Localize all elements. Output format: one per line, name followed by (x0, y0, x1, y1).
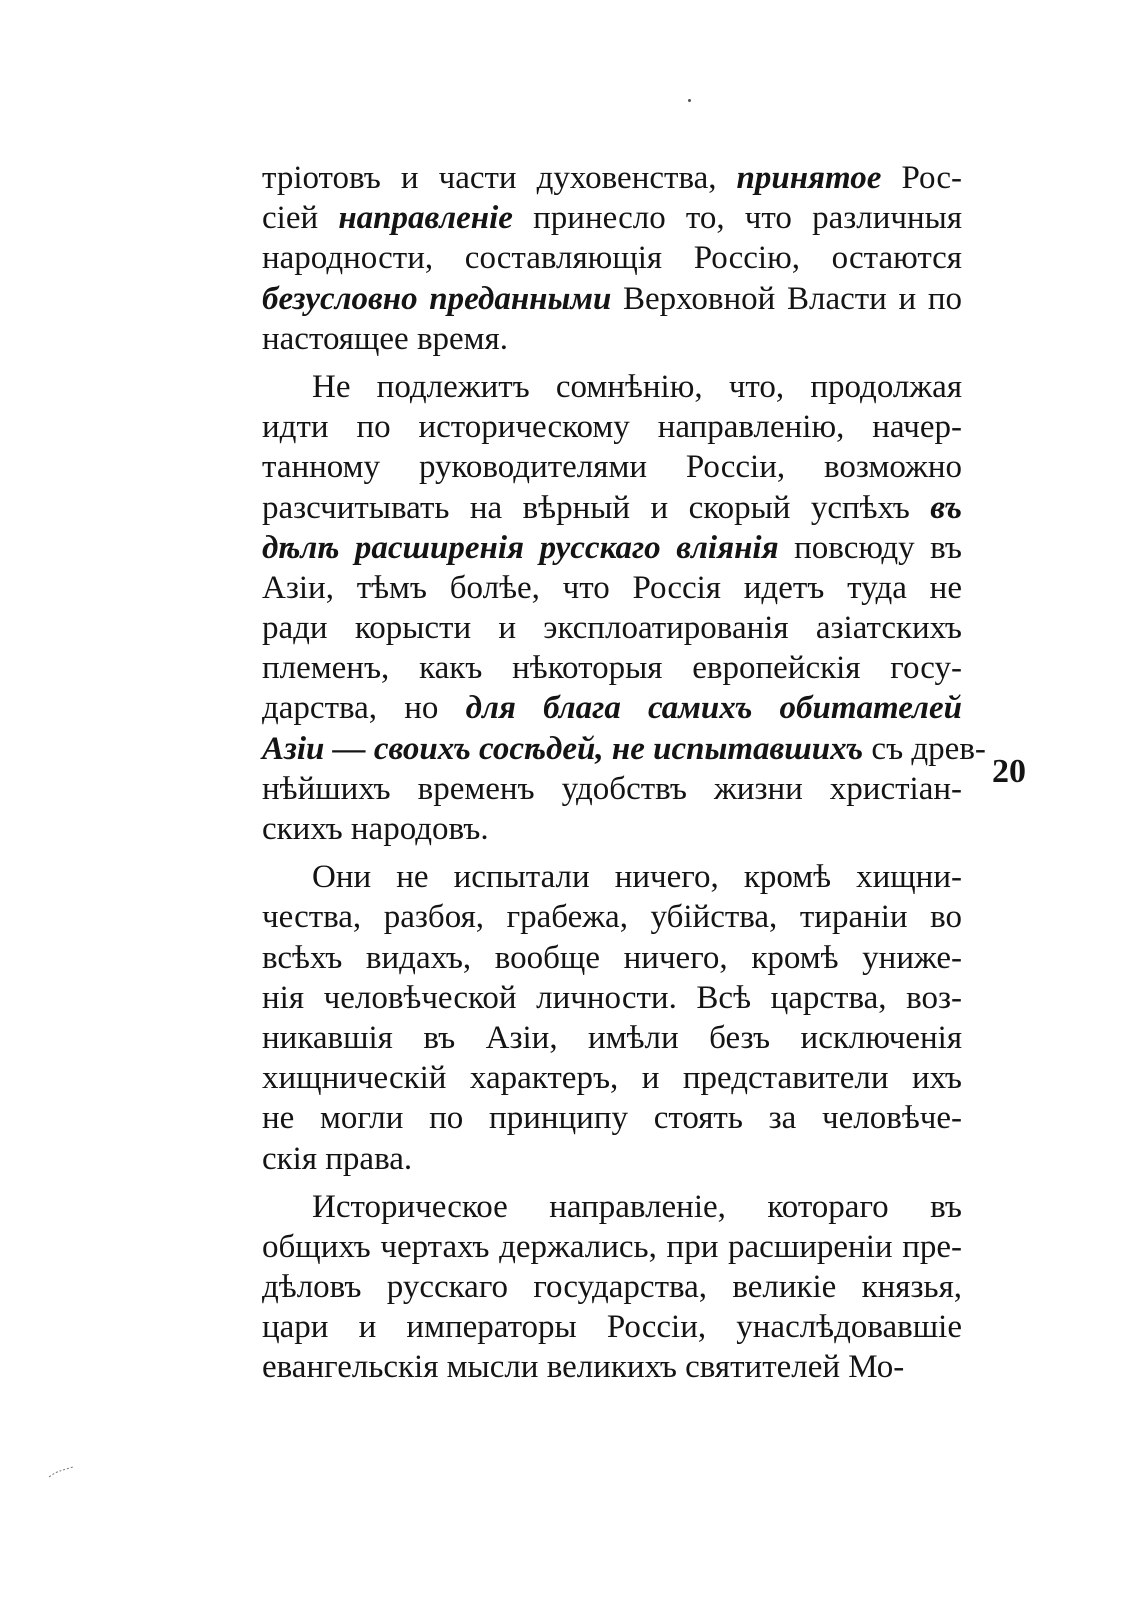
text-line (262, 319, 962, 359)
text-run: скія права. (262, 1140, 413, 1177)
text-line (262, 528, 962, 568)
text-run: Рос- (881, 160, 962, 196)
emphasized-text: въ (930, 489, 962, 526)
text-run: разсчитывать на вѣрный и скорый успѣхъ (262, 489, 931, 526)
paragraph-gap (262, 1179, 962, 1187)
text-line (262, 608, 962, 648)
text-line (262, 1267, 962, 1307)
text-line (262, 198, 962, 238)
text-run: тріотовъ и части духовенства, (262, 160, 737, 196)
text-run: не могли по принципу стоять за человѣче- (262, 1100, 962, 1137)
body-text (262, 158, 986, 1388)
text-run: принесло то, что различныя (512, 200, 962, 237)
text-line (262, 1058, 962, 1098)
text-line (262, 648, 962, 688)
text-line (262, 897, 962, 937)
paragraph (262, 158, 962, 359)
emphasized-text: принятое (736, 160, 882, 196)
text-line (262, 1098, 962, 1138)
text-line (262, 1227, 962, 1267)
text-line (262, 857, 962, 897)
text-run: хищническій характеръ, и представители ихъ (262, 1060, 962, 1097)
page-number: 20 (992, 753, 1026, 790)
text-run: Верховной Власти и по (611, 280, 962, 317)
text-line (262, 1018, 962, 1058)
text-run: настоящее время. (262, 320, 508, 357)
emphasized-text: дѣлѣ расширенія русскаго вліянія (262, 529, 779, 566)
text-line (262, 729, 986, 769)
text-run: дарства, но (262, 690, 466, 727)
paragraph (262, 367, 986, 849)
text-run: цари и императоры Россіи, унаслѣдовавшіе (262, 1309, 962, 1346)
scan-speck (688, 99, 691, 102)
text-run: народности, составляющія Россію, остаются (262, 240, 962, 277)
paragraph (262, 857, 962, 1179)
text-line (262, 978, 962, 1018)
paragraph (262, 1187, 962, 1388)
text-run: чества, разбоя, грабежа, убійства, тираніи во (262, 899, 962, 936)
paragraph-gap (262, 359, 962, 367)
text-run: Азіи, тѣмъ болѣе, что Россія идетъ туда не (262, 569, 962, 606)
text-run: Историческое направленіе, котораго въ (312, 1188, 962, 1225)
text-run: танному руководителями Россіи, возможно (262, 449, 962, 486)
paragraph-gap (262, 849, 962, 857)
text-run: скихъ народовъ. (262, 811, 489, 847)
text-line (262, 809, 962, 849)
emphasized-text: для блага самихъ обитателей (465, 690, 962, 727)
text-run: нія человѣческой личности. Всѣ царства, воз- (262, 979, 962, 1016)
text-run: евангельскія мысли великихъ святителей Мо- (262, 1349, 905, 1386)
text-line (262, 367, 962, 407)
text-run: ради корысти и эксплоатированія азіатскихъ (262, 610, 962, 647)
emphasized-text: направленіе (338, 200, 513, 237)
text-run: племенъ, какъ нѣкоторыя европейскія госу- (262, 650, 962, 687)
emphasized-text: безусловно преданными (262, 280, 612, 317)
text-line (262, 568, 962, 608)
text-line (262, 688, 962, 728)
text-line (262, 279, 962, 319)
text-line (262, 938, 962, 978)
text-line (262, 769, 962, 809)
text-line (262, 488, 962, 528)
text-line (262, 158, 962, 198)
text-line (262, 447, 962, 487)
text-run: съ древ- (863, 730, 986, 767)
text-run: Они не испытали ничего, кромѣ хищни- (312, 859, 962, 896)
text-line (262, 407, 962, 447)
text-run: никавшія въ Азіи, имѣли безъ исключенія (262, 1019, 962, 1056)
emphasized-text: Азіи — своихъ сосѣдей, не испытавшихъ (262, 730, 864, 767)
text-run: всѣхъ видахъ, вообще ничего, кромѣ униже- (262, 939, 962, 976)
text-line (262, 1187, 962, 1227)
text-line (262, 238, 962, 278)
text-run: идти по историческому направленію, начер- (262, 409, 962, 446)
text-line (262, 1347, 962, 1387)
text-run: общихъ чертахъ держались, при расширеніи пре- (262, 1228, 962, 1265)
text-line (262, 1307, 962, 1347)
text-line (262, 1139, 962, 1179)
text-run: повсюду въ (778, 529, 962, 566)
scan-mark (48, 1466, 74, 1478)
text-run: дѣловъ русскаго государства, великіе князья, (262, 1269, 962, 1306)
text-run: сіей (262, 200, 339, 237)
text-run: нѣйшихъ временъ удобствъ жизни христіан- (262, 770, 962, 807)
text-run: Не подлежитъ сомнѣнію, что, продолжая (312, 368, 962, 405)
